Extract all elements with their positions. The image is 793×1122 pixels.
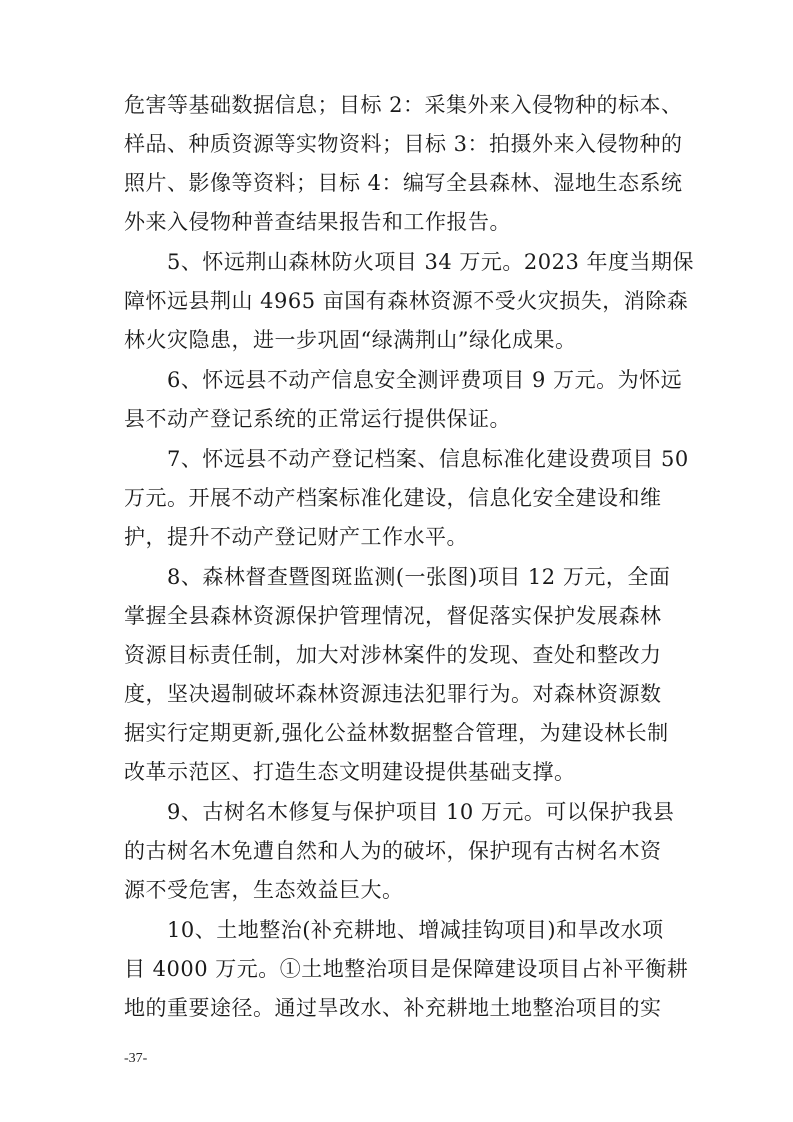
text-line: 掌握全县森林资源保护管理情况，督促落实保护发展森林 <box>124 604 662 628</box>
text-line: 度，坚决遏制破坏森林资源违法犯罪行为。对森林资源数 <box>124 682 662 706</box>
text-line: 源不受危害，生态效益巨大。 <box>124 878 404 902</box>
text-line: 外来入侵物种普查结果报告和工作报告。 <box>124 210 511 234</box>
text-line: 目 4000 万元。①土地整治项目是保障建设项目占补平衡耕 <box>124 957 689 981</box>
paragraph-start-line: 7、怀远县不动产登记档案、信息标准化建设费项目 50 <box>167 447 689 471</box>
text-line: 县不动产登记系统的正常运行提供保证。 <box>124 407 511 431</box>
page-number: -37- <box>124 1051 148 1066</box>
paragraph-start-line: 6、怀远县不动产信息安全测评费项目 9 万元。为怀远 <box>167 368 683 392</box>
paragraph-start-line: 10、土地整治(补充耕地、增减挂钩项目)和旱改水项 <box>167 918 664 942</box>
text-line: 护，提升不动产登记财产工作水平。 <box>124 525 468 549</box>
text-line: 样品、种质资源等实物资料；目标 3：拍摄外来入侵物种的 <box>124 132 683 156</box>
paragraph-start-line: 5、怀远荆山森林防火项目 34 万元。2023 年度当期保 <box>167 250 695 274</box>
paragraph-start-line: 9、古树名木修复与保护项目 10 万元。可以保护我县 <box>167 800 675 824</box>
text-line: 林火灾隐患，进一步巩固“绿满荆山”绿化成果。 <box>124 328 577 352</box>
text-line: 地的重要途径。通过旱改水、补充耕地土地整治项目的实 <box>124 996 662 1020</box>
text-line: 资源目标责任制，加大对涉林案件的发现、查处和整改力 <box>124 643 662 667</box>
text-line: 障怀远县荆山 4965 亩国有森林资源不受火灾损失，消除森 <box>124 289 689 313</box>
text-line: 的古树名木免遭自然和人为的破坏，保护现有古树名木资 <box>124 839 662 863</box>
paragraph-start-line: 8、森林督查暨图斑监测(一张图)项目 12 万元，全面 <box>167 565 671 589</box>
text-line: 照片、影像等资料；目标 4：编写全县森林、湿地生态系统 <box>124 171 683 195</box>
text-line: 改革示范区、打造生态文明建设提供基础支撑。 <box>124 760 576 784</box>
text-line: 万元。开展不动产档案标准化建设，信息化安全建设和维 <box>124 486 662 510</box>
text-line: 据实行定期更新,强化公益林数据整合管理，为建设林长制 <box>124 721 669 745</box>
text-line: 危害等基础数据信息；目标 2：采集外来入侵物种的标本、 <box>124 93 683 117</box>
